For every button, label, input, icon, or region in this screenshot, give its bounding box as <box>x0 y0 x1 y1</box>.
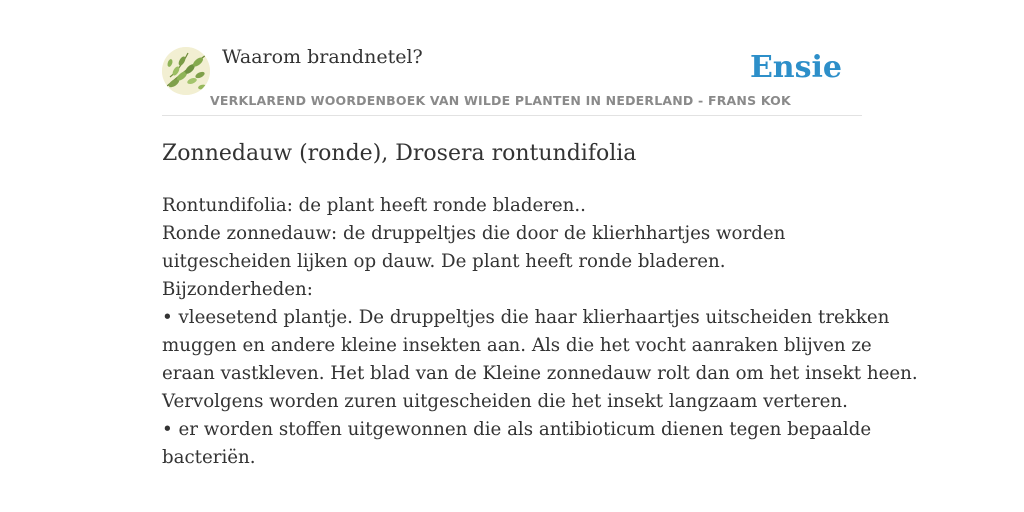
body-line: Bijzonderheden: <box>162 279 313 300</box>
site-title[interactable]: Waarom brandnetel? <box>222 46 423 68</box>
brand-logo[interactable]: Ensie <box>749 50 842 85</box>
body-line: Vervolgens worden zuren uitgescheiden die het insekt langzaam verteren. <box>162 391 848 412</box>
body-line: bacteriën. <box>162 447 256 468</box>
entry-title: Zonnedauw (ronde), Drosera rontundifolia <box>162 141 637 166</box>
body-line: • vleesetend plantje. De druppeltjes die haar klierhaartjes uitscheiden trekken <box>162 307 890 328</box>
entry-body <box>162 192 918 472</box>
plant-leaves-icon[interactable] <box>162 47 210 95</box>
header-divider <box>162 115 862 116</box>
entry-card <box>162 0 918 512</box>
body-line: Ronde zonnedauw: de druppeltjes die door de klierhhartjes worden <box>162 223 786 244</box>
body-line: • er worden stoffen uitgewonnen die als antibioticum dienen tegen bepaalde <box>162 419 872 440</box>
body-line: eraan vastkleven. Het blad van de Kleine zonnedauw rolt dan om het insekt heen. <box>162 363 918 384</box>
header <box>162 0 862 116</box>
body-line: muggen en andere kleine insekten aan. Als die het vocht aanraken blijven ze <box>162 335 872 356</box>
dictionary-subtitle[interactable]: VERKLAREND WOORDENBOEK VAN WILDE PLANTEN IN NEDERLAND - FRANS KOK <box>210 93 791 108</box>
body-line: Rontundifolia: de plant heeft ronde bladeren.. <box>162 195 586 216</box>
body-line: uitgescheiden lijken op dauw. De plant heeft ronde bladeren. <box>162 251 726 272</box>
